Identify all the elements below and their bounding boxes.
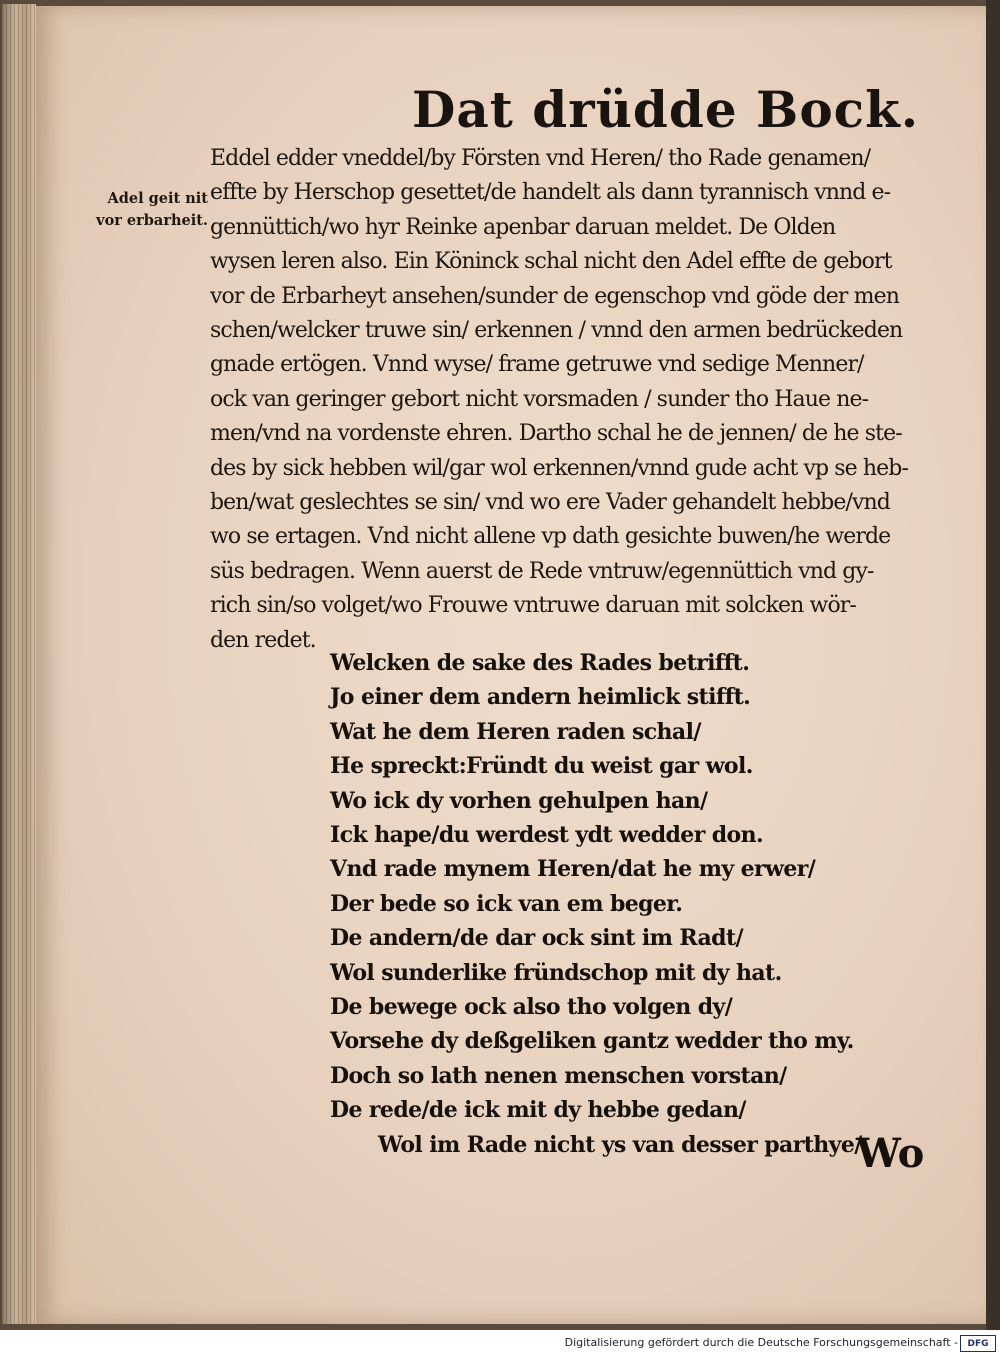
verse-line: Wat he dem Heren raden schal/ — [330, 718, 701, 745]
body-line: ben/wat geslechtes se sin/ vnd wo ere Vader gehandelt hebbe/vnd — [210, 490, 890, 516]
body-line: effte by Herschop gesettet/de handelt als dann tyrannisch vnnd e- — [210, 180, 891, 206]
catchword: Wo — [856, 1130, 925, 1177]
body-line: rich sin/so volget/wo Frouwe vntruwe daruan mit solcken wör- — [210, 593, 856, 619]
verse-line: De rede/de ick mit dy hebbe gedan/ — [330, 1097, 746, 1124]
margin-note-line: vor erbarheit. — [96, 212, 208, 229]
scan-right-border — [986, 0, 1000, 1330]
verse-line: Doch so lath nenen menschen vorstan/ — [330, 1062, 787, 1089]
verse-line: Welcken de sake des Rades betrifft. — [330, 650, 750, 676]
body-line: süs bedragen. Wenn auerst de Rede vntruw/egennüttich vnd gy- — [210, 558, 874, 584]
body-line: den redet. — [210, 627, 316, 653]
dfg-logo-icon: DFG — [960, 1335, 996, 1352]
body-line: Eddel edder vneddel/by Försten vnd Heren/ tho Rade genamen/ — [210, 146, 871, 171]
body-line: gnade ertögen. Vnnd wyse/ frame getruwe vnd sedige Menner/ — [210, 352, 864, 378]
verse-line: He spreckt:Fründt du weist gar wol. — [330, 753, 753, 780]
verse-line: Ick hape/du werdest ydt wedder don. — [330, 822, 764, 849]
verse-line: De andern/de dar ock sint im Radt/ — [330, 925, 743, 952]
book-page-edges — [2, 4, 36, 1324]
body-line: ock van geringer gebort nicht vorsmaden / sunder tho Haue ne- — [210, 386, 869, 412]
verse-line: Vorsehe dy deßgeliken gantz wedder tho my. — [330, 1028, 854, 1055]
body-line: men/vnd na vordenste ehren. Dartho schal he de jennen/ de he ste- — [210, 421, 902, 447]
verse-block — [330, 646, 890, 1162]
verse-line: Wo ick dy vorhen gehulpen han/ — [330, 787, 708, 814]
verse-line: Der bede so ick van em beger. — [330, 890, 683, 917]
verse-line: Wol im Rade nicht ys van desser parthye/ — [378, 1131, 862, 1158]
body-line: schen/welcker truwe sin/ erkennen / vnnd den armen bedrückeden — [210, 318, 903, 344]
body-paragraph — [210, 142, 938, 658]
verse-line: Vnd rade mynem Heren/dat he my erwer/ — [330, 856, 816, 883]
body-line: des by sick hebben wil/gar wol erkennen/vnnd gude acht vp se heb- — [210, 455, 908, 481]
verse-line: De bewege ock also tho volgen dy/ — [330, 994, 733, 1021]
body-line: vor de Erbarheyt ansehen/sunder de egenschop vnd göde der men — [210, 283, 899, 309]
body-line: wo se ertagen. Vnd nicht allene vp dath gesichte buwen/he werde — [210, 524, 891, 550]
body-line: wysen leren also. Ein Köninck schal nicht den Adel effte de gebort — [210, 249, 892, 275]
margin-note — [84, 188, 208, 232]
footer-credit: Digitalisierung gefördert durch die Deutsche Forschungsgemeinschaft - — [564, 1336, 958, 1349]
verse-line: Wol sunderlike fründschop mit dy hat. — [330, 959, 782, 986]
body-line: gennüttich/wo hyr Reinke apenbar daruan meldet. De Olden — [210, 214, 836, 240]
verse-line: Jo einer dem andern heimlick stifft. — [330, 684, 751, 711]
running-header: Dat drüdde Bock. — [412, 80, 920, 139]
margin-note-line: Adel geit nit — [107, 190, 208, 207]
